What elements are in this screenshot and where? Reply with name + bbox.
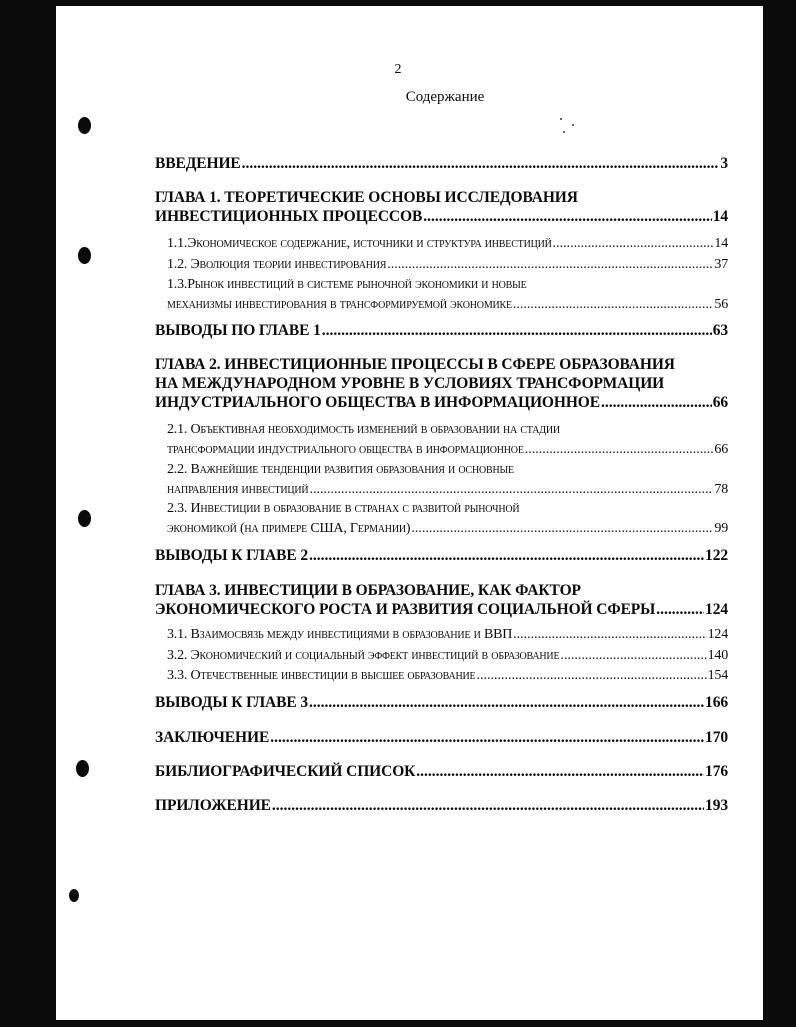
toc-entry-title: ИНДУСТРИАЛЬНОГО ОБЩЕСТВА В ИНФОРМАЦИОННОЕ bbox=[155, 394, 600, 411]
toc-entry-title: направления инвестиций bbox=[167, 482, 309, 497]
toc-page-number: 66 bbox=[714, 442, 728, 457]
leader-dots bbox=[270, 728, 704, 747]
toc-page-number: 14 bbox=[712, 208, 728, 225]
leader-dots bbox=[525, 440, 714, 460]
leader-dots bbox=[560, 646, 706, 666]
toc-page-number: 99 bbox=[714, 521, 728, 536]
toc-entry-intro[interactable] bbox=[155, 154, 728, 173]
toc-entry-title: 2.1. Объективная необходимость изменений в образовании на стадии bbox=[167, 422, 560, 437]
toc-entry-title: ЭКОНОМИЧЕСКОГО РОСТА И РАЗВИТИЯ СОЦИАЛЬНОЙ СФЕРЫ bbox=[155, 601, 656, 618]
leader-dots bbox=[309, 693, 704, 712]
toc-entry-title: ВЫВОДЫ К ГЛАВЕ 3 bbox=[155, 694, 309, 711]
leader-dots bbox=[242, 154, 720, 173]
toc-entry-section-1-3[interactable] bbox=[167, 275, 728, 315]
toc-heading: Содержание bbox=[405, 89, 485, 105]
toc-page-number: 37 bbox=[714, 257, 728, 272]
leader-dots bbox=[513, 295, 713, 315]
toc-entry-title: 1.3.Рынок инвестиций в системе рыночной экономики и новые bbox=[167, 277, 527, 292]
toc-entry-section-1-2[interactable] bbox=[167, 255, 728, 275]
leader-dots bbox=[656, 600, 704, 619]
toc-entry-bibliography[interactable] bbox=[155, 762, 728, 781]
toc-page-number: 3 bbox=[720, 155, 728, 172]
toc-page-number: 166 bbox=[705, 694, 728, 711]
toc-entry-section-2-1[interactable] bbox=[167, 420, 728, 460]
leader-dots bbox=[309, 546, 704, 565]
leader-dots bbox=[322, 321, 712, 340]
leader-dots bbox=[416, 762, 704, 781]
toc-page-number: 154 bbox=[707, 668, 728, 683]
toc-entry-title: БИБЛИОГРАФИЧЕСКИЙ СПИСОК bbox=[155, 763, 416, 780]
toc-entry-section-3-3[interactable] bbox=[167, 666, 728, 686]
toc-entry-title: НА МЕЖДУНАРОДНОМ УРОВНЕ В УСЛОВИЯХ ТРАНСФОРМАЦИИ bbox=[155, 375, 665, 392]
toc-entry-chapter-3[interactable] bbox=[155, 581, 728, 619]
toc-entry-title: ПРИЛОЖЕНИЕ bbox=[155, 797, 271, 814]
toc-entry-conclusions-3[interactable] bbox=[155, 693, 728, 712]
toc-entry-title: ЗАКЛЮЧЕНИЕ bbox=[155, 729, 270, 746]
toc-entry-section-2-2[interactable] bbox=[167, 460, 728, 500]
toc-entry-title: ВЫВОДЫ К ГЛАВЕ 2 bbox=[155, 547, 309, 564]
toc-entry-title: трансформации индустриального общества в информационное bbox=[167, 442, 524, 457]
toc-entry-conclusion[interactable] bbox=[155, 728, 728, 747]
toc-page-number: 170 bbox=[705, 729, 728, 746]
toc-entry-chapter-2[interactable] bbox=[155, 355, 728, 412]
leader-dots bbox=[411, 519, 713, 539]
toc-entry-title: 1.1.Экономическое содержание, источники и структура инвестиций bbox=[167, 236, 552, 251]
toc-entry-title: ГЛАВА 2. ИНВЕСТИЦИОННЫЕ ПРОЦЕССЫ В СФЕРЕ ОБРАЗОВАНИЯ bbox=[155, 356, 675, 373]
leader-dots bbox=[387, 255, 713, 275]
toc-entry-title: 3.1. Взаимосвязь между инвестициями в образование и ВВП bbox=[167, 627, 513, 642]
toc-page-number: 124 bbox=[707, 627, 728, 642]
toc-entry-conclusions-2[interactable] bbox=[155, 546, 728, 565]
toc-entry-section-3-1[interactable] bbox=[167, 625, 728, 645]
toc-entry-title: 1.2. Эволюция теории инвестирования bbox=[167, 257, 387, 272]
leader-dots bbox=[423, 207, 711, 226]
toc-entry-title: 3.3. Отечественные инвестиции в высшее образование bbox=[167, 668, 476, 683]
toc-entry-appendix[interactable] bbox=[155, 796, 728, 815]
toc-entry-title: ИНВЕСТИЦИОННЫХ ПРОЦЕССОВ bbox=[155, 208, 423, 225]
toc-page-number: 78 bbox=[714, 482, 728, 497]
toc-entry-title: ГЛАВА 1. ТЕОРЕТИЧЕСКИЕ ОСНОВЫ ИССЛЕДОВАНИЯ bbox=[155, 189, 578, 206]
leader-dots bbox=[309, 480, 713, 500]
toc-entry-conclusions-1[interactable] bbox=[155, 321, 728, 340]
toc-page-number: 56 bbox=[714, 297, 728, 312]
toc-page-number: 66 bbox=[712, 394, 728, 411]
toc-page-number: 63 bbox=[712, 322, 728, 339]
toc-entry-title: 2.2. Важнейшие тенденции развития образования и основные bbox=[167, 462, 514, 477]
toc-entry-title: 2.3. Инвестиции в образование в странах с развитой рыночной bbox=[167, 501, 520, 516]
toc-entry-section-2-3[interactable] bbox=[167, 499, 728, 539]
toc-entry-section-1-1[interactable] bbox=[167, 234, 728, 254]
leader-dots bbox=[476, 666, 706, 686]
toc-page-number: 122 bbox=[705, 547, 728, 564]
toc-entry-chapter-1[interactable] bbox=[155, 188, 728, 226]
toc-entry-title: ВЫВОДЫ ПО ГЛАВЕ 1 bbox=[155, 322, 321, 339]
toc-entry-title: ВВЕДЕНИЕ bbox=[155, 155, 241, 172]
toc-entry-section-3-2[interactable] bbox=[167, 646, 728, 666]
toc-page-number: 176 bbox=[705, 763, 728, 780]
toc-entry-title: экономикой (на примере США, Германии) bbox=[167, 521, 411, 536]
page-number: 2 bbox=[394, 62, 402, 77]
toc-entry-title: ГЛАВА 3. ИНВЕСТИЦИИ В ОБРАЗОВАНИЕ, КАК ФАКТОР bbox=[155, 582, 581, 599]
toc-entry-title: механизмы инвестирования в трансформируемой экономике bbox=[167, 297, 512, 312]
toc-entry-title: 3.2. Экономический и социальный эффект инвестиций в образование bbox=[167, 648, 560, 663]
toc-page-number: 124 bbox=[705, 601, 728, 618]
toc-page-number: 140 bbox=[707, 648, 728, 663]
toc-page-number: 193 bbox=[705, 797, 728, 814]
leader-dots bbox=[272, 796, 704, 815]
leader-dots bbox=[553, 234, 714, 254]
toc-page-number: 14 bbox=[714, 236, 728, 251]
leader-dots bbox=[513, 625, 706, 645]
leader-dots bbox=[601, 393, 712, 412]
